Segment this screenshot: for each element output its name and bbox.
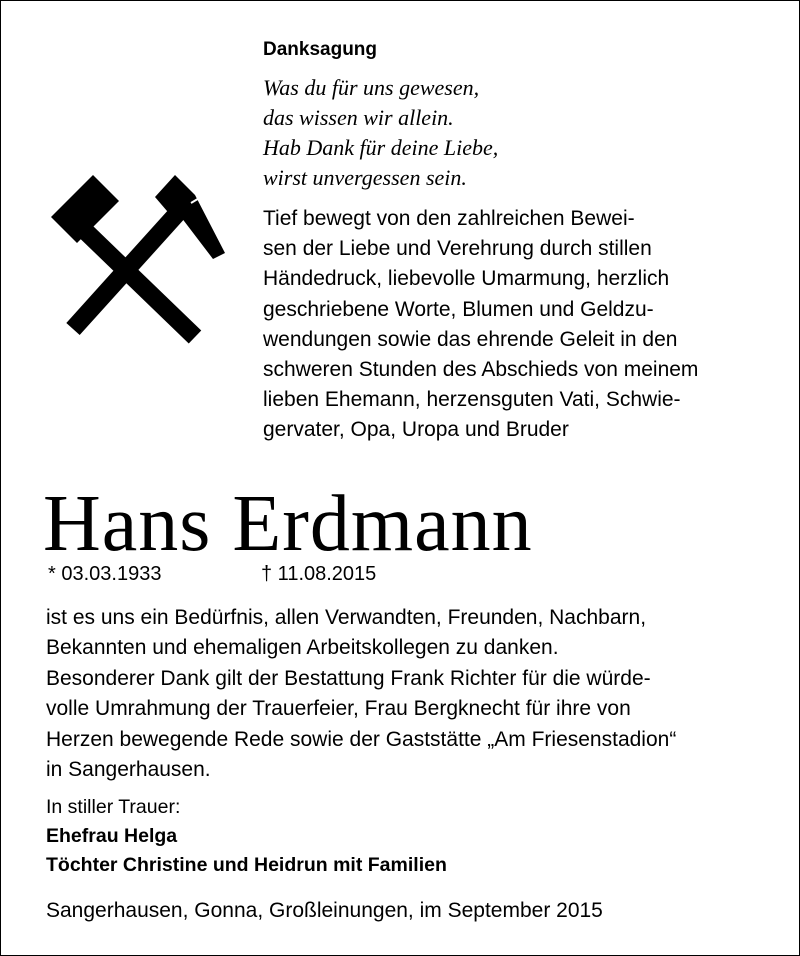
thanks-line: in Sangerhausen. [46,758,211,782]
thanks-text [46,603,676,785]
hammer-and-pick-icon [43,167,243,349]
poem-line: wirst unvergessen sein. [263,165,467,190]
mourners-block [46,793,447,880]
intro-line: Händedruck, liebevolle Umarmung, herzlich [263,267,670,291]
intro-line: schweren Stunden des Abschieds von meinem [263,358,699,382]
intro-line: geschriebene Worte, Blumen und Geldzu- [263,297,654,321]
birth-date: * 03.03.1933 [48,563,162,585]
intro-line: lieben Ehemann, herzensguten Vati, Schwie- [263,388,681,412]
poem-line: Was du für uns gewesen, [263,75,480,100]
poem [263,73,498,193]
deceased-name: Hans Erdmann [43,480,533,568]
intro-line: wendungen sowie das ehrende Geleit in den [263,327,678,351]
mourner-children: Töchter Christine und Heidrun mit Familien [46,854,447,876]
thanks-line: Herzen bewegende Rede sowie der Gaststätte „Am Friesenstadion“ [46,727,677,751]
death-date: † 11.08.2015 [261,563,377,585]
intro-text [263,204,698,446]
intro-line: Tief bewegt von den zahlreichen Bewei- [263,207,635,230]
thanks-line: ist es uns ein Bedürfnis, allen Verwandten, Freunden, Nachbarn, [46,606,647,629]
intro-line: gervater, Opa, Uropa und Bruder [263,418,569,442]
mourning-intro: In stiller Trauer: [46,796,181,818]
thanks-line: Bekannten und ehemaligen Arbeitskollegen zu danken. [46,636,559,660]
mourner-spouse: Ehefrau Helga [46,825,178,847]
notice-heading: Danksagung [263,39,378,60]
thanks-line: volle Umrahmung der Trauerfeier, Frau Bergknecht für ihre von [46,697,631,721]
intro-line: sen der Liebe und Verehrung durch stillen [263,237,652,261]
place-and-date: Sangerhausen, Gonna, Großleinungen, im September 2015 [46,899,603,922]
poem-line: das wissen wir allein. [263,105,454,130]
thanks-line: Besonderer Dank gilt der Bestattung Frank Richter für die würde- [46,666,651,690]
poem-line: Hab Dank für deine Liebe, [263,135,499,160]
